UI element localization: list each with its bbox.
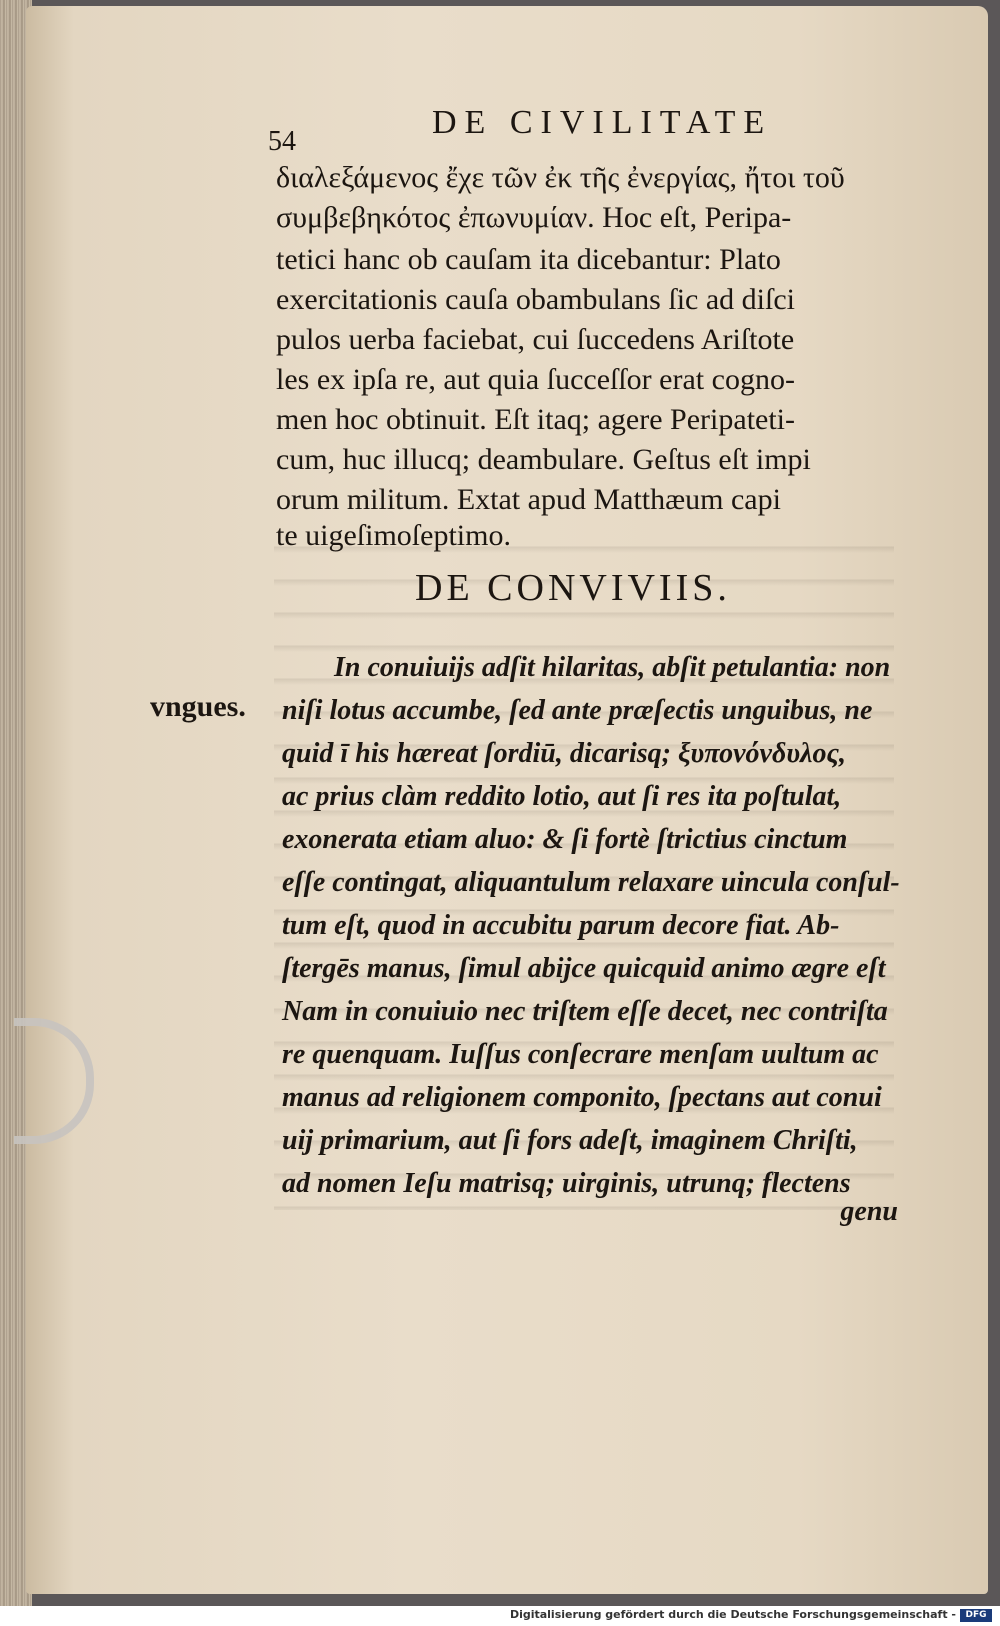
catchword: genu	[840, 1196, 898, 1227]
page-number: 54	[268, 126, 296, 157]
text-line: men hoc obtinuit. Eſt itaq; agere Peripateti-	[276, 403, 796, 436]
text-line: ad nomen Ieſu matrisq; uirginis, utrunq; flectens	[282, 1168, 851, 1199]
text-line: orum militum. Extat apud Matthæum capi	[276, 483, 781, 516]
text-line: ac prius clàm reddito lotio, aut ſi res ita poſtulat,	[282, 781, 842, 812]
text-line: exonerata etiam aluo: & ſi fortè ſtrictius cinctum	[282, 824, 848, 855]
text-line: ſtergēs manus, ſimul abijce quicquid animo ægre eſt	[282, 953, 886, 984]
funding-credit: Digitalisierung gefördert durch die Deutsche Forschungsgemeinschaft -	[509, 1608, 956, 1621]
text-line: niſi lotus accumbe, ſed ante præſectis unguibus, ne	[282, 695, 873, 726]
text-line: Nam in conuiuio nec triſtem eſſe decet, nec contriſta	[282, 996, 888, 1027]
running-head: DE CIVILITATE	[432, 104, 773, 141]
dfg-logo: DFG	[960, 1609, 992, 1622]
text-line: eſſe contingat, aliquantulum relaxare uincula conſul-	[282, 867, 900, 898]
text-line: manus ad religionem componito, ſpectans aut conui	[282, 1082, 882, 1113]
text-line: cum, huc illucq; deambulare. Geſtus eſt impi	[276, 443, 811, 476]
text-line: quid ī his hæreat ſordiū, dicarisq; ξυπονόνδυλος,	[282, 738, 846, 769]
text-line: exercitationis cauſa obambulans ſic ad diſci	[276, 283, 795, 316]
text-line: les ex ipſa re, aut quia ſucceſſor erat cogno-	[276, 363, 795, 396]
text-line: re quenquam. Iuſſus conſecrare menſam uultum ac	[282, 1039, 879, 1070]
footer-bar	[0, 1606, 1000, 1626]
text-line: tum eſt, quod in accubitu parum decore fiat. Ab-	[282, 910, 840, 941]
greek-line: διαλεξάμενος ἔχε τῶν ἐκ τῆς ἐνεργίας, ἤτοι τοῦ	[276, 161, 845, 194]
text-line: pulos uerba faciebat, cui ſuccedens Ariſtote	[276, 323, 795, 356]
page-clip	[14, 1018, 94, 1144]
text-line: uij primarium, aut ſi fors adeſt, imaginem Chriſti,	[282, 1125, 858, 1156]
greek-line: συμβεβηκότος ἐπωνυμίαν. Hoc eſt, Peripa-	[276, 201, 792, 234]
text-line: tetici hanc ob cauſam ita dicebantur: Plato	[276, 243, 781, 276]
margin-note: vngues.	[150, 690, 246, 723]
section-heading: DE CONVIVIIS.	[415, 567, 731, 609]
text-line: In conuiuijs adſit hilaritas, abſit petulantia: non	[334, 652, 891, 683]
text-line: te uigeſimoſeptimo.	[276, 519, 511, 552]
